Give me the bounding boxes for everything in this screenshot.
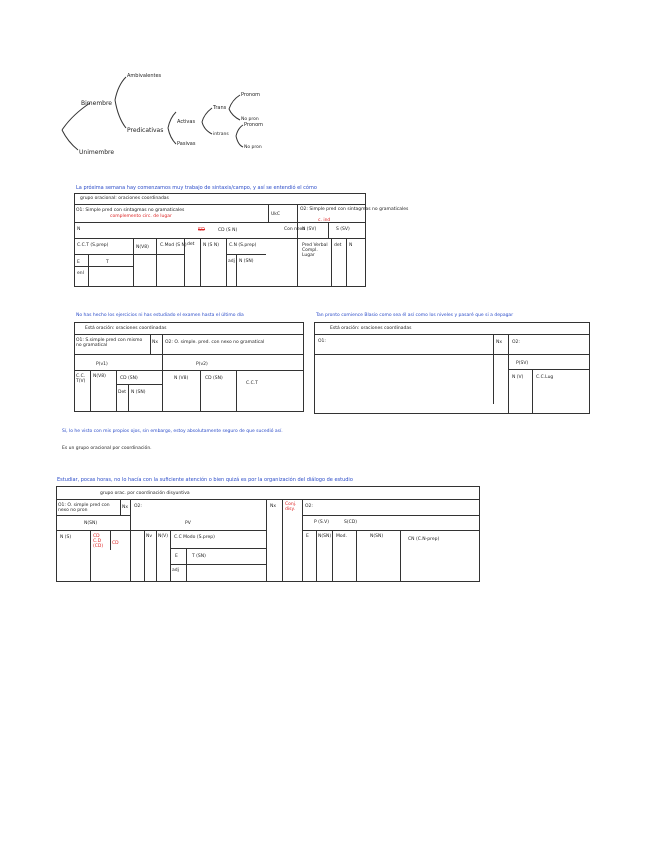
s2-o2-right: O2: (512, 340, 520, 345)
s3-tsn: T (SN) (192, 554, 206, 559)
s3-nsnb: N(SN) (370, 534, 384, 539)
s2-o2-left: O2: O. simple. pred. con nexo no gramatical (165, 340, 265, 345)
s2-o1-right: O1: (318, 339, 326, 344)
s1-cct: C.C.T (S.prep) (77, 243, 109, 248)
s2-cdsn: CD (SN) (120, 376, 138, 381)
s1-sentence: La próxima semana hay comenzamos muy trabajo de sintaxis/campo, y así se entendió el cómo (76, 185, 317, 191)
s3-o1: O1: O. simple pred con nexo no pron (58, 503, 110, 513)
tree-intrans: intrans (213, 132, 229, 137)
s1-nn: N (S N) (203, 243, 219, 248)
s1-t: T (106, 260, 109, 265)
s1-sv: S (SV) (336, 227, 350, 232)
s2-cdb: CD (SN) (205, 376, 223, 381)
s2-right-title: Está oración: oraciones coordinadas (330, 326, 412, 331)
s3-title: grupo orac. por coordinación disyuntiva (100, 491, 190, 496)
s3-nv3: N(V) (158, 534, 168, 539)
s3-nx2: Nx (270, 504, 277, 509)
tree-nopron-2: No pron (244, 145, 262, 150)
s3-nsn2: N (S) (60, 535, 72, 540)
tree-pasivas: Pasivas (177, 141, 196, 147)
s1-o2: O2: Simple pred con sintagmas no gramaticales (300, 207, 409, 212)
tree-predicativas: Predicativas (127, 127, 164, 134)
s1-o1-red: complemento circ. de lugar (110, 214, 172, 219)
s1-cn: C.N (S.prep) (229, 243, 257, 248)
s1-o1: O1: Simple pred con sintagmas no gramaticales (76, 208, 185, 213)
s3-e: E (175, 554, 178, 559)
tree-pronom-1: Pronom (241, 92, 261, 98)
tree-unimembre: Unimembre (79, 149, 115, 156)
s1-nucl: N (349, 243, 353, 248)
s2-det: Det (118, 390, 126, 395)
tree-trans: Trans (213, 105, 227, 111)
s2-nx2: Nx (496, 340, 503, 345)
s1-o2-red: c. ind (318, 218, 331, 223)
s3-mod: Mod. (336, 534, 347, 539)
s1-ncon: Con nexo (284, 227, 305, 232)
s3-nsn: N(SN) (84, 521, 98, 526)
s1-nsn: N (SN) (239, 259, 254, 264)
s1-nv: N(V8) (136, 245, 149, 250)
s1-de: det (334, 243, 342, 248)
tree-nopron-1: No pron (241, 117, 259, 122)
s2-nvs: N (V8) (174, 376, 189, 381)
s1-ukc: UkC (271, 212, 281, 217)
s2-nsn: N (SN) (131, 390, 146, 395)
s3-o2b: O2: (305, 504, 313, 509)
s3-conj-disy: Conj. disy. (285, 502, 297, 512)
mid-classification: Es un grupo oracional por coordinación. (62, 446, 152, 451)
s1-enl: enl (77, 271, 84, 276)
s1-nsv: N (SV) (302, 227, 317, 232)
s2-left-sentence: No has hecho los ejercicios ni has estudiado el examen hasta el último día (76, 313, 244, 318)
s2-cc2: C.C.Lug (536, 375, 554, 380)
s1-n: N (77, 227, 81, 232)
mid-sentence: Sí, lo he visto con mis propios ojos, sin embargo, estoy absolutamente seguro de que sucedió así. (62, 429, 283, 434)
s1-cd: CD (S N) (218, 228, 238, 233)
s2-nx: Nx (152, 340, 159, 345)
s2-psv: P(SV) (516, 361, 529, 366)
s1-title: grupo oracional: oraciones coordinadas (80, 196, 169, 201)
tree-activas: Activas (177, 119, 196, 125)
s3-nx: Nx (122, 505, 129, 510)
s3-adj: adj (172, 568, 179, 573)
s2-ncv: N(V8) (93, 374, 106, 379)
s3-cd-red: CD C.D (CD) (93, 534, 104, 549)
tree-bimembre: Bimembre (81, 100, 112, 107)
s1-pred: Pred Verbal Compl. Lugar (302, 243, 328, 258)
s3-sentence: Estudiar, pocas horas, no lo hacía con la suficiente atención o bien quizá es por la organización del diálogo de estudio (57, 477, 353, 483)
s2-o1-left: O1: S.simple pred con mismo no gramatical (76, 338, 143, 348)
s2-left-table (74, 322, 304, 412)
s3-psv: P (S.V) (314, 520, 330, 525)
s3-o2a: O2: (134, 504, 142, 509)
tree-ambivalentes: Ambivalentes (127, 73, 162, 79)
s3-nv: Nv (146, 534, 153, 539)
s2-left-title: Está oración: oraciones coordinadas (85, 326, 167, 331)
s3-nsn3: N(SN) (318, 534, 332, 539)
s1-adj: adj (228, 259, 235, 264)
s2-right-sentence: Tan pronto comience Blasio como sea él así como los niveles y pasaré que si a depagar (316, 313, 514, 318)
s3-pv: PV (185, 521, 191, 526)
s2-p2: P(v2) (196, 362, 208, 367)
s2-nv2: N (V) (512, 375, 524, 380)
s2-right-table (314, 322, 590, 414)
s2-ccl: C.C. T(V) (76, 374, 86, 384)
s1-e: E (77, 260, 80, 265)
s3-cnc: CN (C.N-prep) (408, 537, 440, 542)
tree-pronom-2: Pronom (244, 122, 264, 128)
s2-cct: C.C.T (246, 381, 258, 386)
s3-scd: S(CD) (344, 520, 357, 525)
s1-ccm: C.Mod (S N) (160, 243, 187, 248)
s1-sd: SD (198, 227, 206, 233)
s3-ccm: C.C Modo (S.prep) (174, 535, 215, 540)
s3-e2: E (306, 534, 309, 539)
s2-p1: P(v1) (96, 362, 108, 367)
s3-cd-red2: CD (112, 541, 119, 546)
s1-det: det (187, 242, 195, 247)
